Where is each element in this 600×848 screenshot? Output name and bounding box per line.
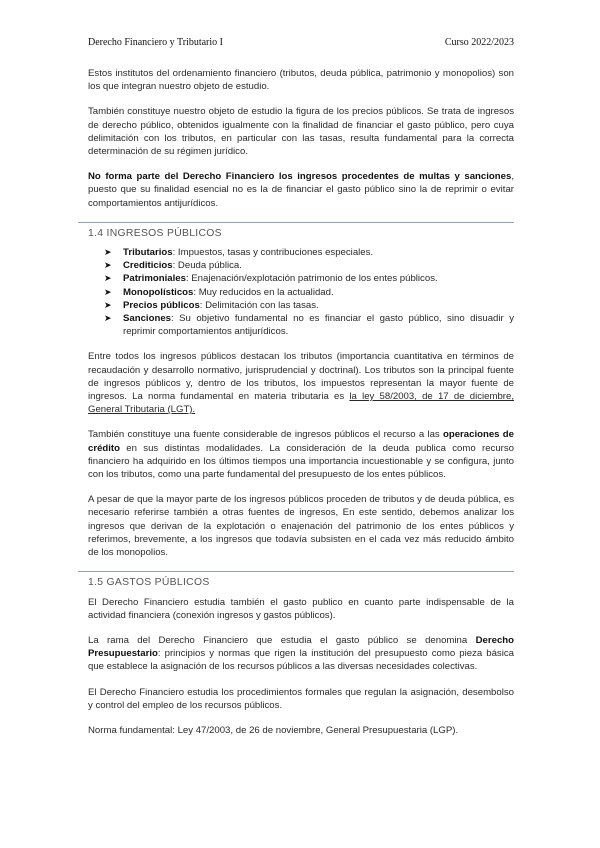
bold-text: Derecho Presupuestario — [88, 634, 514, 660]
ingresos-list — [88, 246, 514, 338]
arrow-bullet-icon: ➤ — [104, 260, 112, 271]
page-content — [88, 67, 514, 749]
list-item: ➤ Patrimoniales: Enajenación/explotación patrimonio de los entes públicos. — [104, 273, 438, 285]
paragraph-norma-fundamental: Norma fundamental: Ley 47/2003, de 26 de noviembre, General Presupuestaria (LGP). — [88, 724, 459, 736]
paragraph-multas-sanciones: No forma parte del Derecho Financiero los ingresos procedentes de multas y sanciones, puesto que su finalidad esencial no es la de financiar el gasto público sino la de reprimir o evitar comportamientos antijurídicos. — [88, 171, 514, 209]
paragraph-institutos: Estos institutos del ordenamiento financiero (tributos, deuda pública, patrimonio y monopolios) son los que integran nuestro objeto de estudio. — [88, 68, 514, 93]
list-item: ➤ Sanciones: Su objetivo fundamental no es financiar el gasto público, sino disuadir y reprimir comportamientos antijurídicos. — [104, 313, 514, 338]
paragraph-precios-publicos: También constituye nuestro objeto de estudio la figura de los precios públicos. Se trata de ingresos de derecho público, obtenidos igualmente con la finalidad de financiar el gasto público, pero cuya delimitación con los tributos, en particular con las tasas, resulta fundamental para la correcta determinación de su régimen jurídico. — [88, 106, 514, 158]
list-item: ➤ Tributarios: Impuestos, tasas y contribuciones especiales. — [104, 247, 374, 259]
arrow-bullet-icon: ➤ — [104, 247, 112, 258]
arrow-bullet-icon: ➤ — [104, 299, 112, 310]
arrow-bullet-icon: ➤ — [104, 313, 112, 324]
bold-text: operaciones de crédito — [88, 429, 514, 454]
header-academic-year: Curso 2022/2023 — [444, 37, 514, 48]
list-item: ➤ Crediticios: Deuda pública. — [104, 260, 242, 272]
paragraph-operaciones-credito: También constituye una fuente considerable de ingresos públicos el recurso a las operaciones de crédito en sus distintas modalidades. La consideración de la deuda publica como recurso financiero ha adquirido en los últimos tiempos una importancia incuestionable y se configura, junto con los tributos, como una parte fundamental del presupuesto de los entes públicos. — [88, 429, 514, 481]
list-item: ➤ Precios públicos: Delimitación con las tasas. — [104, 299, 319, 311]
arrow-bullet-icon: ➤ — [104, 286, 112, 297]
paragraph-gasto-publico: El Derecho Financiero estudia también el gasto publico en cuanto parte indispensable de la actividad financiera (conexión ingresos y gastos públicos). — [88, 596, 514, 621]
header-course-name: Derecho Financiero y Tributario I — [88, 37, 223, 48]
paragraph-derecho-presupuestario: La rama del Derecho Financiero que estudia el gasto público se denomina Derecho Presupuestario: principios y normas que rigen la institución del presupuesto como pieza básica que establece la asignación de los recursos públicos a las diversas necesidades colectivas. — [88, 634, 514, 673]
list-item: ➤ Monopolísticos: Muy reducidos en la actualidad. — [104, 286, 334, 298]
paragraph-otras-fuentes: A pesar de que la mayor parte de los ingresos públicos proceden de tributos y de deuda pública, es necesario referirse también a otras fuentes de ingresos, En este sentido, debemos analizar los ingresos que derivan de la explotación o enajenación del patrimonio de los entes públicos y referimos, brevemente, a los ingresos que todavía subsisten en el cada vez más reducido ámbito de los monopolios. — [88, 494, 514, 559]
law-reference-lgt: la ley 58/2003, de 17 de diciembre, General Tributaria (LGT). — [88, 391, 514, 416]
page-header — [88, 37, 514, 48]
section-heading-gastos: 1.5 GASTOS PÚBLICOS — [78, 571, 514, 589]
paragraph-tributos: Entre todos los ingresos públicos destacan los tributos (importancia cuantitativa en términos de recaudación y desarrollo normativo, jurisprudencial y doctrinal). Los tributos son la principal fuente de ingresos públicos y, dentro de los tributos, los impuestos representan la mayor fuente de ingresos. La norma fundamental en materia tributaria es la ley 58/2003, de 17 de diciembre, General Tributaria (LGT). — [88, 351, 514, 416]
bold-text: No forma parte del Derecho Financiero los ingresos procedentes de multas y sanciones — [88, 171, 512, 183]
paragraph-procedimientos: El Derecho Financiero estudia los procedimientos formales que regulan la asignación, desembolso y control del empleo de los recursos públicos. — [88, 686, 514, 711]
arrow-bullet-icon: ➤ — [104, 273, 112, 284]
section-heading-ingresos: 1.4 INGRESOS PÚBLICOS — [78, 222, 514, 240]
